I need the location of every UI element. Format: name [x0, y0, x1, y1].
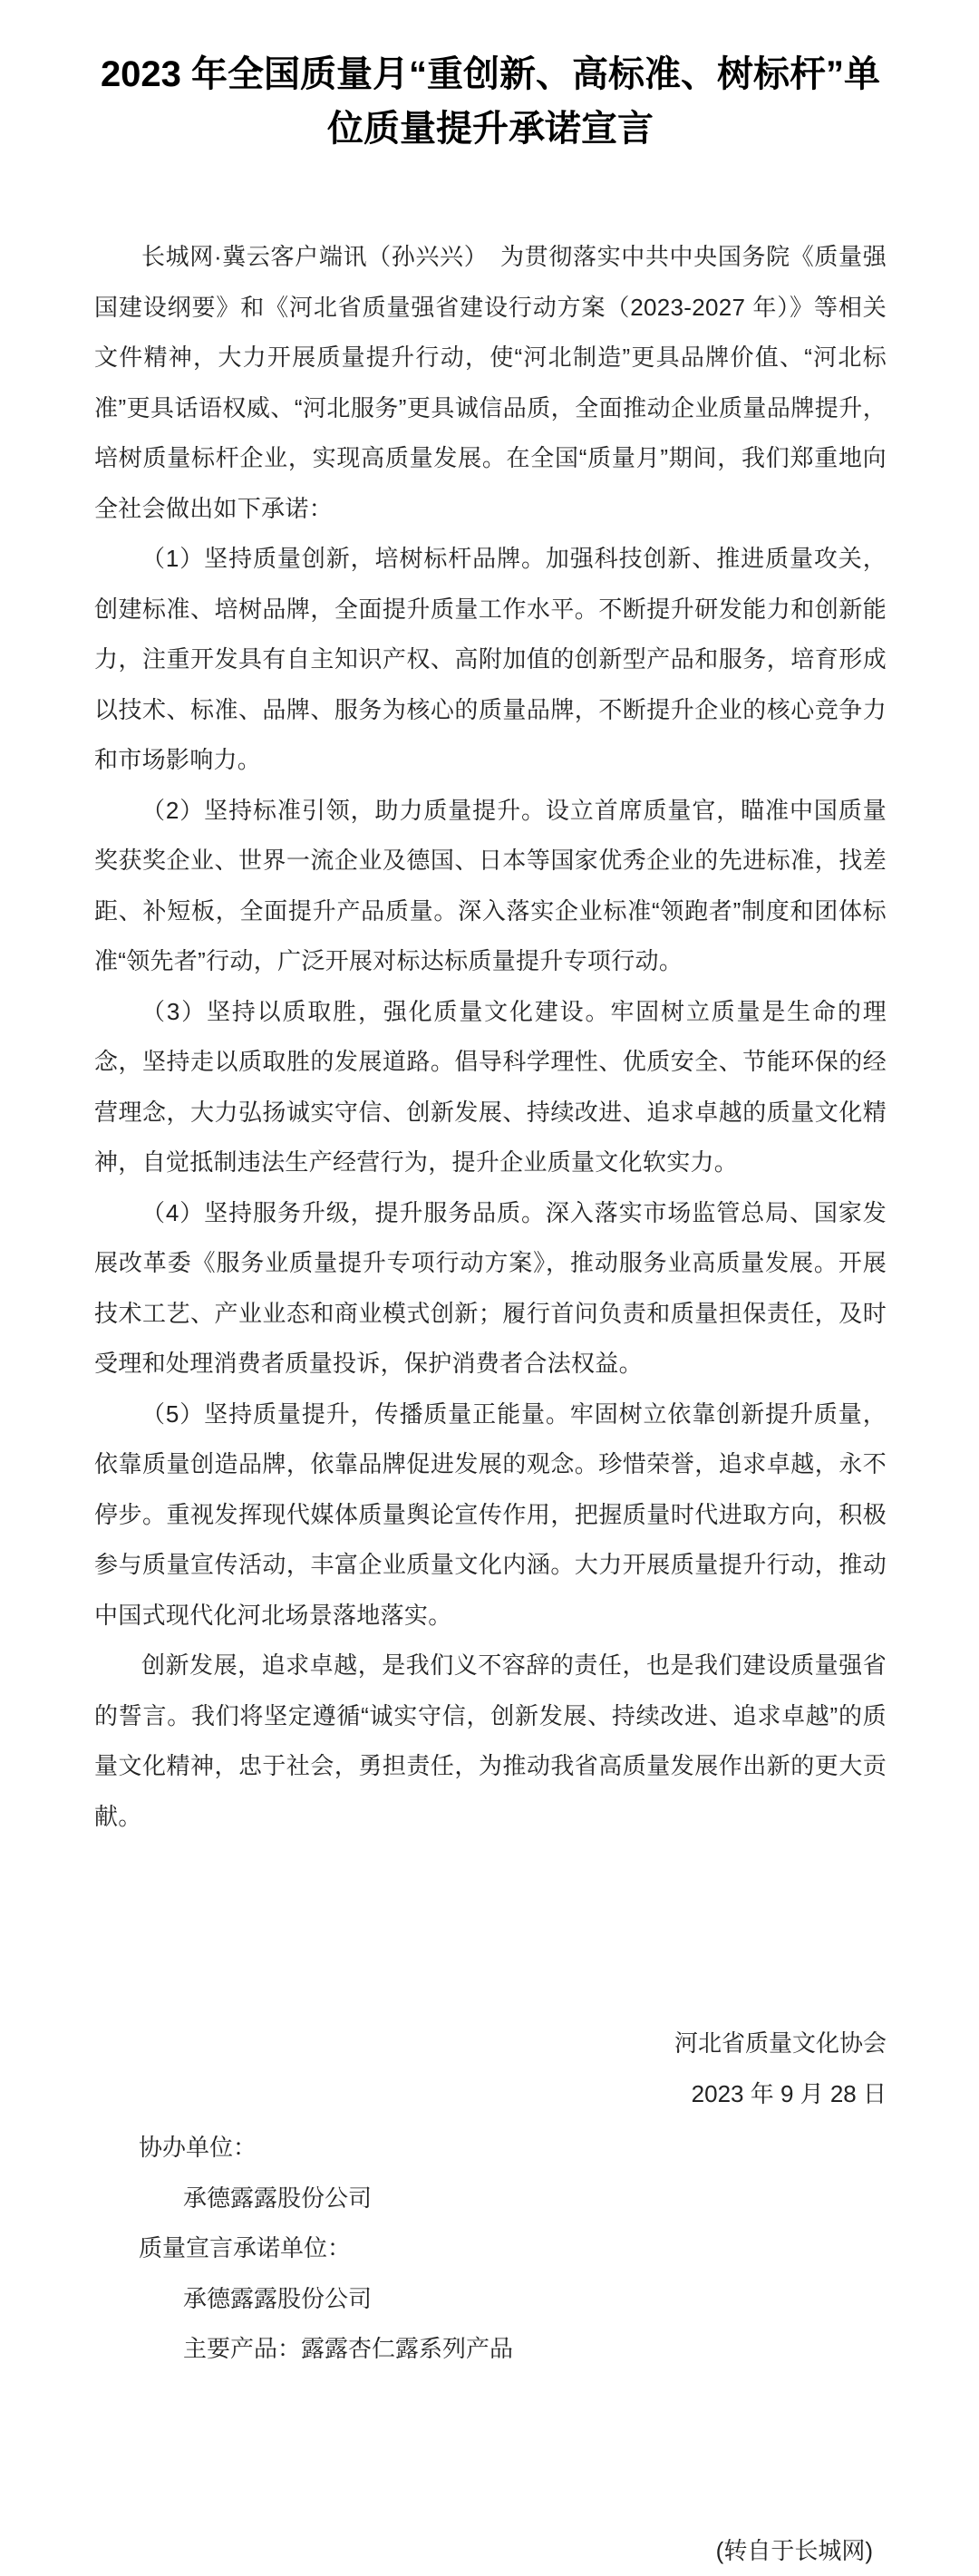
paragraph-commitment-3: （3）坚持以质取胜，强化质量文化建设。牢固树立质量是生命的理念，坚持走以质取胜的发展道路。倡导科学理性、优质安全、节能环保的经营理念，大力弘扬诚实守信、创新发展、持续改进、追求卓越的质量文化精神，自觉抵制违法生产经营行为，提升企业质量文化软实力。 [94, 987, 887, 1188]
signature-block [94, 2019, 887, 2119]
paragraph-closing: 创新发展，追求卓越，是我们义不容辞的责任，也是我们建设质量强省的誓言。我们将坚定遵循“诚实守信，创新发展、持续改进、追求卓越”的质量文化精神，忠于社会，勇担责任，为推动我省高质量发展作出新的更大贡献。 [94, 1641, 887, 1842]
signature-organization: 河北省质量文化协会 [94, 2019, 887, 2069]
paragraph-commitment-1: （1）坚持质量创新，培树标杆品牌。加强科技创新、推进质量攻关，创建标准、培树品牌，全面提升质量工作水平。不断提升研发能力和创新能力，注重开发具有自主知识产权、高附加值的创新型产品和服务，培育形成以技术、标准、品牌、服务为核心的质量品牌，不断提升企业的核心竞争力和市场影响力。 [94, 534, 887, 786]
signature-date: 2023 年 9 月 28 日 [94, 2069, 887, 2120]
paragraph-intro: 长城网·冀云客户端讯（孙兴兴） 为贯彻落实中共中央国务院《质量强国建设纲要》和《河北省质量强省建设行动方案（2023-2027 年）》等相关文件精神，大力开展质量提升行动，使“河北制造”更具品牌价值、“河北标准”更具话语权威、“河北服务”更具诚信品质，全面推动企业质量品牌提升，培树质量标杆企业，实现高质量发展。在全国“质量月”期间，我们郑重地向全社会做出如下承诺： [94, 232, 887, 534]
document-body [94, 232, 887, 1842]
source-note: (转自于长城网) [94, 2526, 887, 2576]
pledge-unit-label: 质量宣言承诺单位： [94, 2223, 887, 2274]
paragraph-commitment-4: （4）坚持服务升级，提升服务品质。深入落实市场监管总局、国家发展改革委《服务业质量提升专项行动方案》，推动服务业高质量发展。开展技术工艺、产业业态和商业模式创新；履行首问负责和质量担保责任，及时受理和处理消费者质量投诉，保护消费者合法权益。 [94, 1188, 887, 1390]
main-products-line: 主要产品：露露杏仁露系列产品 [94, 2324, 887, 2375]
document-title: 2023 年全国质量月“重创新、高标准、树标杆”单位质量提升承诺宣言 [94, 47, 887, 156]
paragraph-commitment-5: （5）坚持质量提升，传播质量正能量。牢固树立依靠创新提升质量，依靠质量创造品牌，依靠品牌促进发展的观念。珍惜荣誉，追求卓越，永不停步。重视发挥现代媒体质量舆论宣传作用，把握质量时代进取方向，积极参与质量宣传活动，丰富企业质量文化内涵。大力开展质量提升行动，推动中国式现代化河北场景落地落实。 [94, 1390, 887, 1641]
paragraph-commitment-2: （2）坚持标准引领，助力质量提升。设立首席质量官，瞄准中国质量奖获奖企业、世界一流企业及德国、日本等国家优秀企业的先进标准，找差距、补短板，全面提升产品质量。深入落实企业标准“领跑者”制度和团体标准“领先者”行动，广泛开展对标达标质量提升专项行动。 [94, 786, 887, 987]
co-organizer-label: 协办单位： [94, 2123, 887, 2174]
footer-info [94, 2123, 887, 2375]
pledge-unit-name: 承德露露股份公司 [94, 2274, 887, 2325]
co-organizer-name: 承德露露股份公司 [94, 2174, 887, 2224]
